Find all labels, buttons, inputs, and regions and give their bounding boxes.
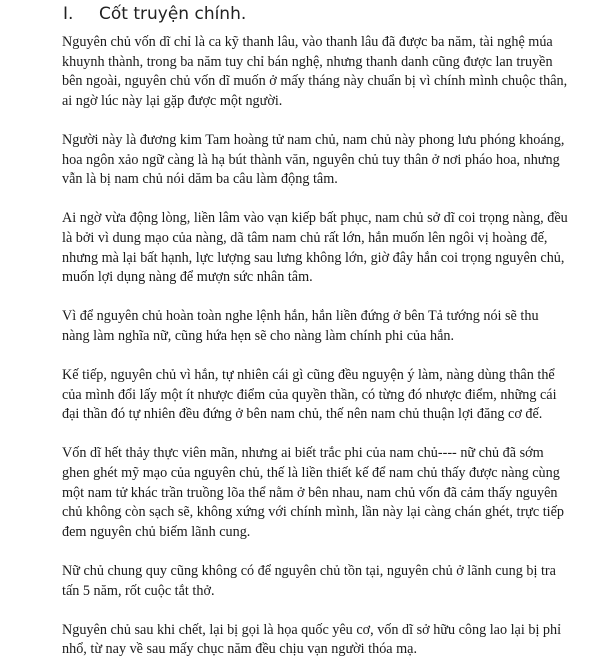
text-line: Người này là đương kim Tam hoàng tử nam chủ, nam chủ này phong lưu phóng khoáng, xyxy=(62,131,565,148)
section-heading xyxy=(63,0,246,28)
paragraph xyxy=(62,33,602,111)
text-line: ghen ghét mỹ mạo của nguyên chủ, thế là liền thiết kế để nam chủ thấy được nàng cùng xyxy=(62,465,560,482)
text-line: của mình đổi lấy một ít nhược điểm của quyền thần, có từng đó nhược điểm, những cái xyxy=(62,386,557,403)
text-line: hoa ngôn xảo ngữ càng là hạ bút thành văn, nguyên chủ tuy thân ở nơi pháo hoa, nhưng xyxy=(62,151,560,168)
text-line: khuynh thành, trong ba năm tuy chỉ bán nghệ, nhưng thanh danh cũng được lan truyền xyxy=(62,53,553,70)
paragraph-gap xyxy=(62,288,602,308)
text-line: muốn lợi dụng nàng để mượn sức nhân tâm. xyxy=(62,269,313,286)
text-line: nàng làm nghĩa nữ, cũng hứa hẹn sẽ cho nàng làm chính phi của hắn. xyxy=(62,327,455,344)
paragraph-gap xyxy=(62,190,602,210)
text-line: Vốn dĩ hết thảy thực viên mãn, nhưng ai biết trắc phi của nam chủ---- nữ chủ đã sớm xyxy=(62,445,544,462)
document-body xyxy=(62,33,602,660)
text-line: Nữ chủ chung quy cũng không có để nguyên chủ tồn tại, nguyên chủ ở lãnh cung bị tra xyxy=(62,563,556,580)
paragraph xyxy=(62,562,602,601)
paragraph-gap xyxy=(62,425,602,445)
text-line: chủ không còn sạch sẽ, không xứng với chính mình, lần này lại càng chán ghét, trực tiếp xyxy=(62,504,564,521)
paragraph xyxy=(62,366,602,425)
text-line: bên ngoài, nguyên chủ vốn dĩ muốn ở mấy tháng này chuẩn bị vì chính mình chuộc thân, xyxy=(62,73,568,90)
text-line: đại thần đó tự nhiên đều đứng ở bên nam chủ, thế nên nam chủ thuận lợi đăng cơ đế. xyxy=(62,406,543,423)
text-line: đem nguyên chủ biếm lãnh cung. xyxy=(62,523,251,540)
text-line: vẫn là bị nam chủ nói dăm ba câu làm động tâm. xyxy=(62,171,338,188)
section-number: I. xyxy=(63,4,74,24)
paragraph-gap xyxy=(62,347,602,367)
text-line: nhổ, từ nay về sau mấy chục năm đều chịu vạn người thóa mạ. xyxy=(62,641,418,658)
text-line: Vì để nguyên chủ hoàn toàn nghe lệnh hắn, hắn liền đứng ở bên Tả tướng nói sẽ thu xyxy=(62,308,539,325)
paragraph xyxy=(62,307,602,346)
paragraph-gap xyxy=(62,542,602,562)
section-title: Cốt truyện chính. xyxy=(99,4,247,24)
text-line: Ai ngờ vừa động lòng, liền lâm vào vạn kiếp bất phục, nam chủ sở dĩ coi trọng nàng, đều xyxy=(62,210,568,227)
paragraph-gap xyxy=(62,601,602,621)
paragraph-gap xyxy=(62,111,602,131)
text-line: Nguyên chủ vốn dĩ chỉ là ca kỹ thanh lâu, vào thanh lâu đã được ba năm, tài nghệ múa xyxy=(62,34,553,50)
paragraph xyxy=(62,621,602,660)
paragraph xyxy=(62,209,602,287)
paragraph xyxy=(62,444,602,542)
text-line: ai ngờ lúc này lại gặp được một người. xyxy=(62,92,283,109)
text-line: là bởi vì dung mạo của nàng, dã tâm nam chủ rất lớn, hắn muốn lên ngôi vị hoàng đế, xyxy=(62,229,548,246)
text-line: Nguyên chủ sau khi chết, lại bị gọi là họa quốc yêu cơ, vốn dĩ sở hữu công lao lại bị phỉ xyxy=(62,621,562,638)
text-line: Kế tiếp, nguyên chủ vì hắn, tự nhiên cái gì cũng đều nguyện ý làm, nàng dùng thân thể xyxy=(62,367,555,384)
text-line: một nam tử khác trần truồng lõa thể nằm ở bên nhau, nam chủ vốn đã cảm thấy nguyên xyxy=(62,484,558,501)
text-line: nhưng mà lại bất hạnh, lực lượng sau lưng không lớn, giờ đây hắn coi trọng nguyên chủ, xyxy=(62,249,565,266)
paragraph xyxy=(62,131,602,190)
text-line: tấn 5 năm, rốt cuộc tắt thở. xyxy=(62,582,215,599)
